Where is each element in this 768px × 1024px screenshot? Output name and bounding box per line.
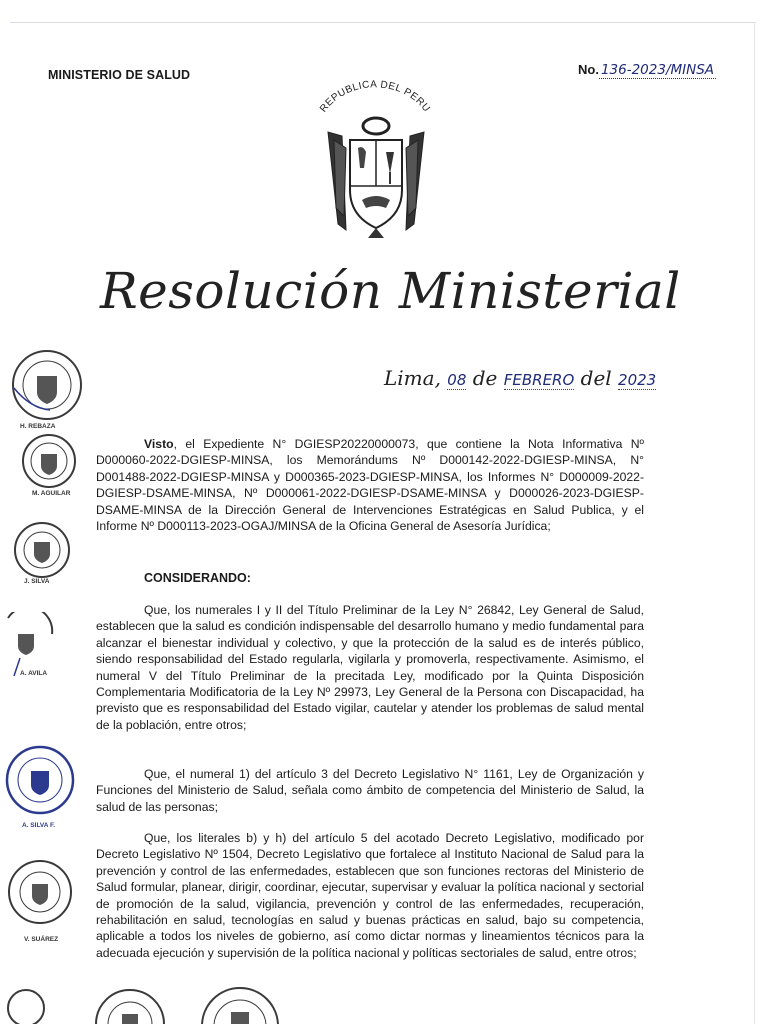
paragraph-1-text: Que, los numerales I y II del Título Preliminar de la Ley N° 26842, Ley General de Salud, establecen que la salud es condición indispensable del desarrollo humano y medio fundamental para alcanzar el bienestar individual y colectivo, y que la protección de la salud es de interés público, siendo responsabilidad del Estado regularla, vigilarla y promoverla, respectivamente. Asimismo, el numeral V del Título Preliminar de la precitada Ley, modificado por la Quinta Disposición Complementaria Modificatoria de la Ley Nº 29973, Ley General de la Persona con Discapacidad, ha previsto que es responsabilidad del Estado vigilar, cautelar y atender los problemas de salud mental de la población, entre otros; [96, 603, 644, 732]
approval-seal-5-icon [4, 744, 76, 816]
approval-seal-6-icon [6, 858, 74, 926]
document-title: Resolución Ministerial [100, 262, 681, 320]
document-date [384, 366, 656, 390]
seal-label-5: A. SILVA F. [22, 822, 56, 829]
approval-seal-4-icon [4, 612, 56, 678]
considerando-heading: CONSIDERANDO: [144, 571, 251, 585]
coat-of-arms-icon [316, 112, 436, 242]
paragraph-1 [96, 602, 644, 733]
resolution-number [578, 62, 716, 78]
date-prefix: Lima, [384, 366, 441, 390]
scan-edge-top [10, 22, 756, 23]
bottom-seal-institute-icon [200, 984, 280, 1024]
paragraph-2 [96, 766, 644, 815]
svg-text:REPUBLICA DEL PERU [318, 79, 432, 114]
seal-label-6: V. SUÁREZ [24, 936, 59, 943]
seal-label-2: M. AGUILAR [32, 490, 71, 497]
resolution-number-prefix: No. [578, 62, 599, 77]
date-sep-2: del [580, 366, 612, 390]
approval-seal-1-icon [10, 348, 84, 422]
date-month: FEBRERO [503, 371, 575, 389]
approval-seal-3-icon [12, 520, 72, 580]
paragraph-3-text: Que, los literales b) y h) del artículo 5 del acotado Decreto Legislativo, modificado por Decreto Legislativo Nº 1504, Decreto Legislativo que fortalece al Instituto Nacional de Salud para la prevención y control de las enfermedades, establecen que son funciones rectoras del Ministerio de Salud formular, planear, dirigir, coordinar, ejecutar, supervisar y evaluar la política nacional y sectorial de promoción de la salud, vigilancia, prevención y control de las enfermedades, recuperación, rehabilitación en salud, tecnologías en salud y buenas prácticas en salud, bajo su competencia, aplicable a todos los niveles de gobierno, así como dictar normas y lineamientos técnicos para la adecuada ejecución y supervisión de la política nacional y políticas sectoriales de salud, entre otros; [96, 831, 644, 960]
bottom-seal-ministry-icon [94, 984, 166, 1024]
visto-text: , el Expediente N° DGIESP20220000073, que contiene la Nota Informativa Nº D000060-2022-DGIESP-MINSA, los Memorándums Nº D000142-2022-DGIESP-MINSA, N° D001488-2022-DGIESP-MINSA y D000365-2023-DGIESP-MINSA, los Informes N° D000009-2022-DGIESP-DSAME-MINSA, Nº D000061-2022-DGIESP-DSAME-MINSA y D000026-2023-DGIESP-DSAME-MINSA de la Dirección General de Intervenciones Estratégicas en Salud Publica, y el Informe Nº D000113-2023-OGAJ/MINSA de la Oficina General de Asesoría Jurídica; [96, 437, 644, 534]
resolution-number-handwritten: 136-2023/MINSA [600, 62, 715, 78]
seal-label-3: J. SILVA [24, 578, 50, 585]
date-year: 2023 [618, 371, 657, 389]
paragraph-3 [96, 830, 644, 961]
ministry-header: MINISTERIO DE SALUD [48, 68, 191, 82]
scan-edge-right [754, 22, 755, 1024]
seal-label-4: A. AVILA [20, 670, 48, 677]
date-day: 08 [447, 371, 467, 389]
paragraph-2-text: Que, el numeral 1) del artículo 3 del Decreto Legislativo N° 1161, Ley de Organización y Funciones del Ministerio de Salud, señala como ámbito de competencia del Ministerio de Salud, la salud de las personas; [96, 767, 644, 814]
bottom-seal-left-icon [6, 984, 46, 1024]
emblem-text: REPUBLICA DEL PERU [317, 79, 433, 115]
approval-seal-2-icon [20, 432, 78, 490]
date-sep-1: de [472, 366, 498, 390]
seal-label-1: H. REBAZA [20, 423, 56, 430]
visto-paragraph [96, 436, 644, 534]
visto-label: Visto [144, 437, 174, 451]
